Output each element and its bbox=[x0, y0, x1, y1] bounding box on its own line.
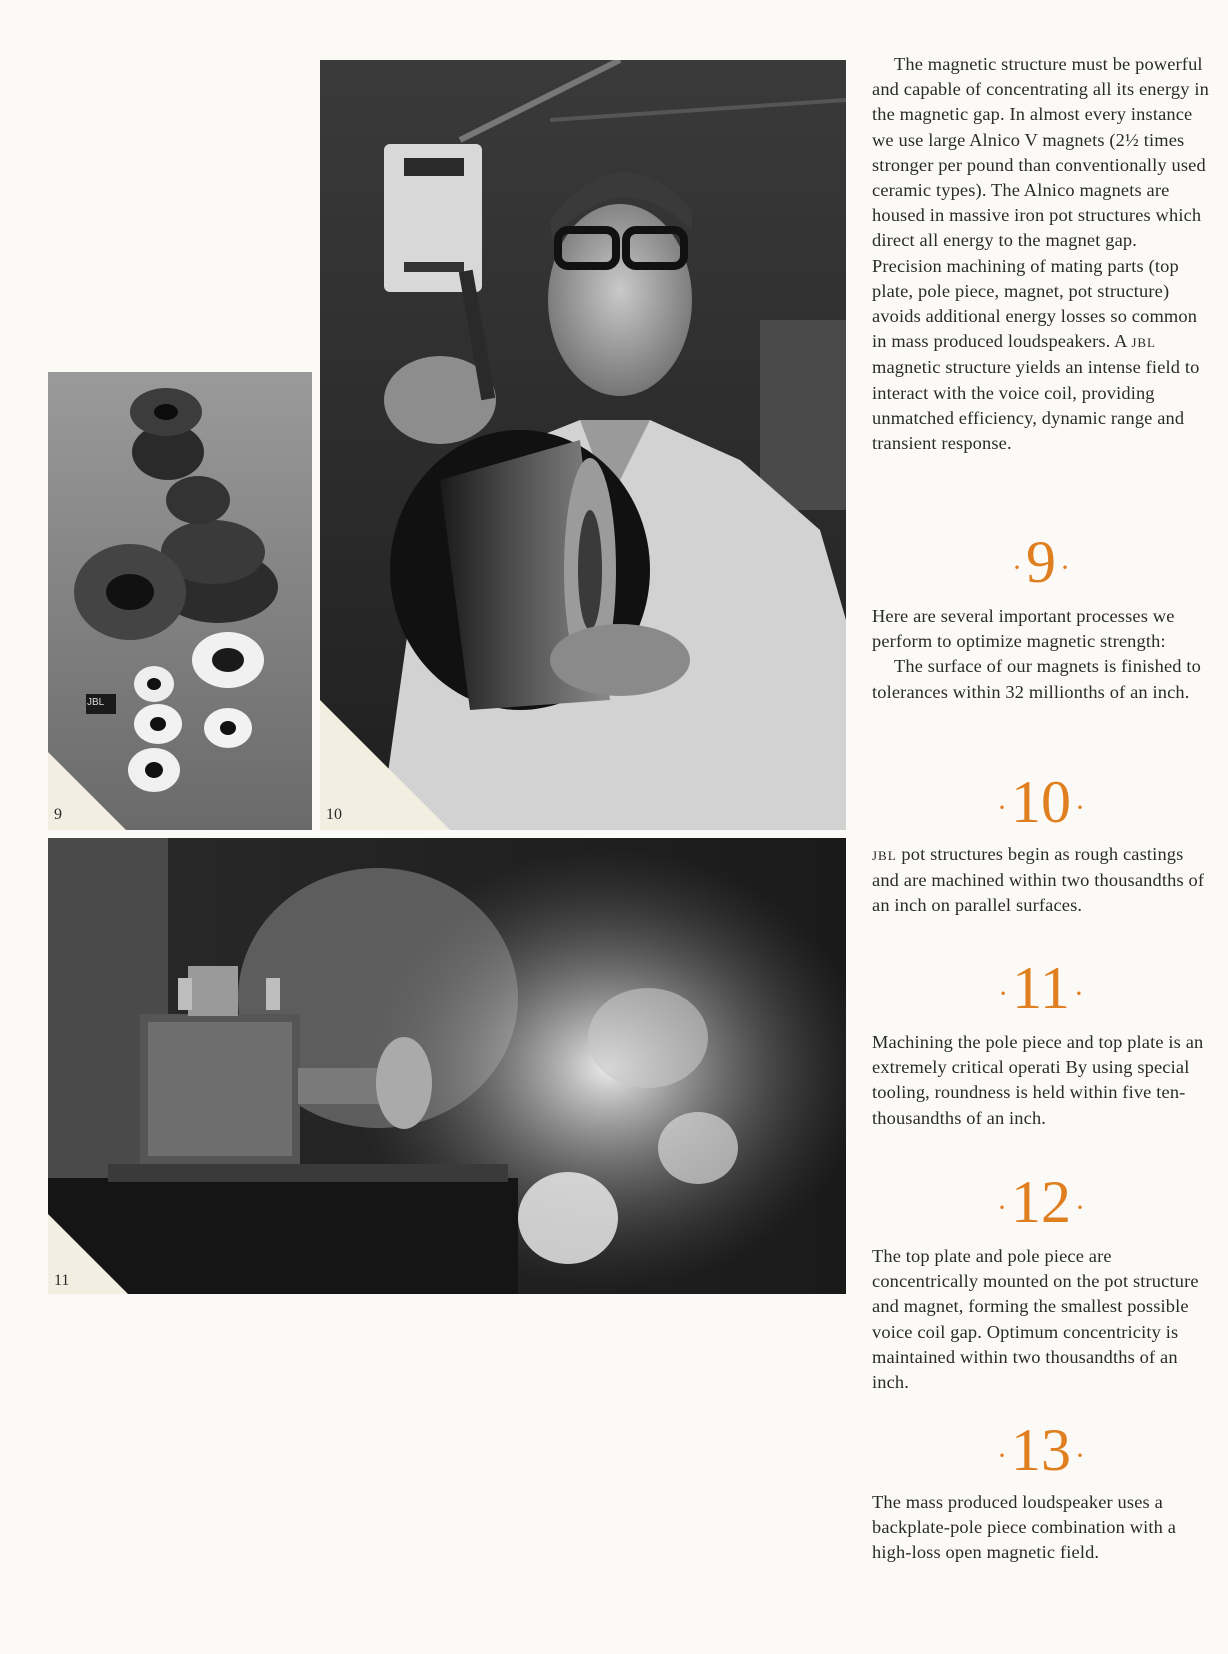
photo-machinist bbox=[320, 60, 846, 830]
section-9-p2: The surface of our magnets is finished to tolerances within 32 millionths of an inch. bbox=[872, 656, 1201, 702]
jbl-badge: JBL bbox=[87, 697, 105, 708]
section-9-p1: Here are several important processes we perform to optimize magnetic strength: bbox=[872, 606, 1175, 652]
section-12-text bbox=[872, 1244, 1210, 1395]
section-9-text bbox=[872, 604, 1210, 705]
section-11-body: Machining the pole piece and top plate is an extremely critical operati By using special tooling, roundness is held within five ten-thousandths of an inch. bbox=[872, 1032, 1204, 1128]
section-10-body: pot structures begin as rough castings and are machined within two thousandths of an inch on parallel surfaces. bbox=[872, 844, 1205, 916]
section-number-11: ·11 · bbox=[998, 955, 1084, 1021]
section-13-text bbox=[872, 1490, 1210, 1566]
photo-magnets bbox=[48, 372, 312, 830]
section-number-9: ·9 · bbox=[1012, 529, 1070, 595]
section-13-body: The mass produced loudspeaker uses a backplate-pole piece combination with a high-loss open magnetic field. bbox=[872, 1492, 1177, 1563]
photo-lathe bbox=[48, 838, 846, 1294]
section-number-10: ·10 · bbox=[997, 769, 1085, 835]
section-11-text bbox=[872, 1030, 1210, 1131]
figure-label-9: 9 bbox=[54, 806, 62, 823]
section-number-12: ·12 · bbox=[997, 1169, 1085, 1235]
figure-label-11: 11 bbox=[54, 1272, 70, 1289]
intro-text-b: magnetic structure yields an intense field to interact with the voice coil, providing unmatched efficiency, dynamic range and transient response. bbox=[872, 357, 1200, 454]
intro-paragraph bbox=[872, 52, 1210, 456]
section-10-brand: JBL bbox=[872, 848, 897, 863]
section-12-body: The top plate and pole piece are concentrically mounted on the pot structure and magnet, forming the smallest possible voice coil gap. Optimum concentricity is maintained within two thousandths of an inch. bbox=[872, 1246, 1199, 1393]
intro-brand: JBL bbox=[1131, 335, 1156, 351]
figure-label-10: 10 bbox=[326, 806, 342, 823]
intro-text-a: The magnetic structure must be powerful and capable of concentrating all its energy in the magnetic gap. In almost every instance we use large Alnico V magnets (2½ times stronger per pound than conventionally used ceramic types). The Alnico magnets are housed in massive iron pot structures which direct all energy to the magnet gap. Precision machining of mating parts (top plate, pole piece, magnet, pot structure) avoids additional energy losses so common in mass produced loudspeakers. A bbox=[872, 54, 1209, 352]
section-10-text bbox=[872, 842, 1210, 919]
section-number-13: ·13 · bbox=[997, 1417, 1085, 1483]
